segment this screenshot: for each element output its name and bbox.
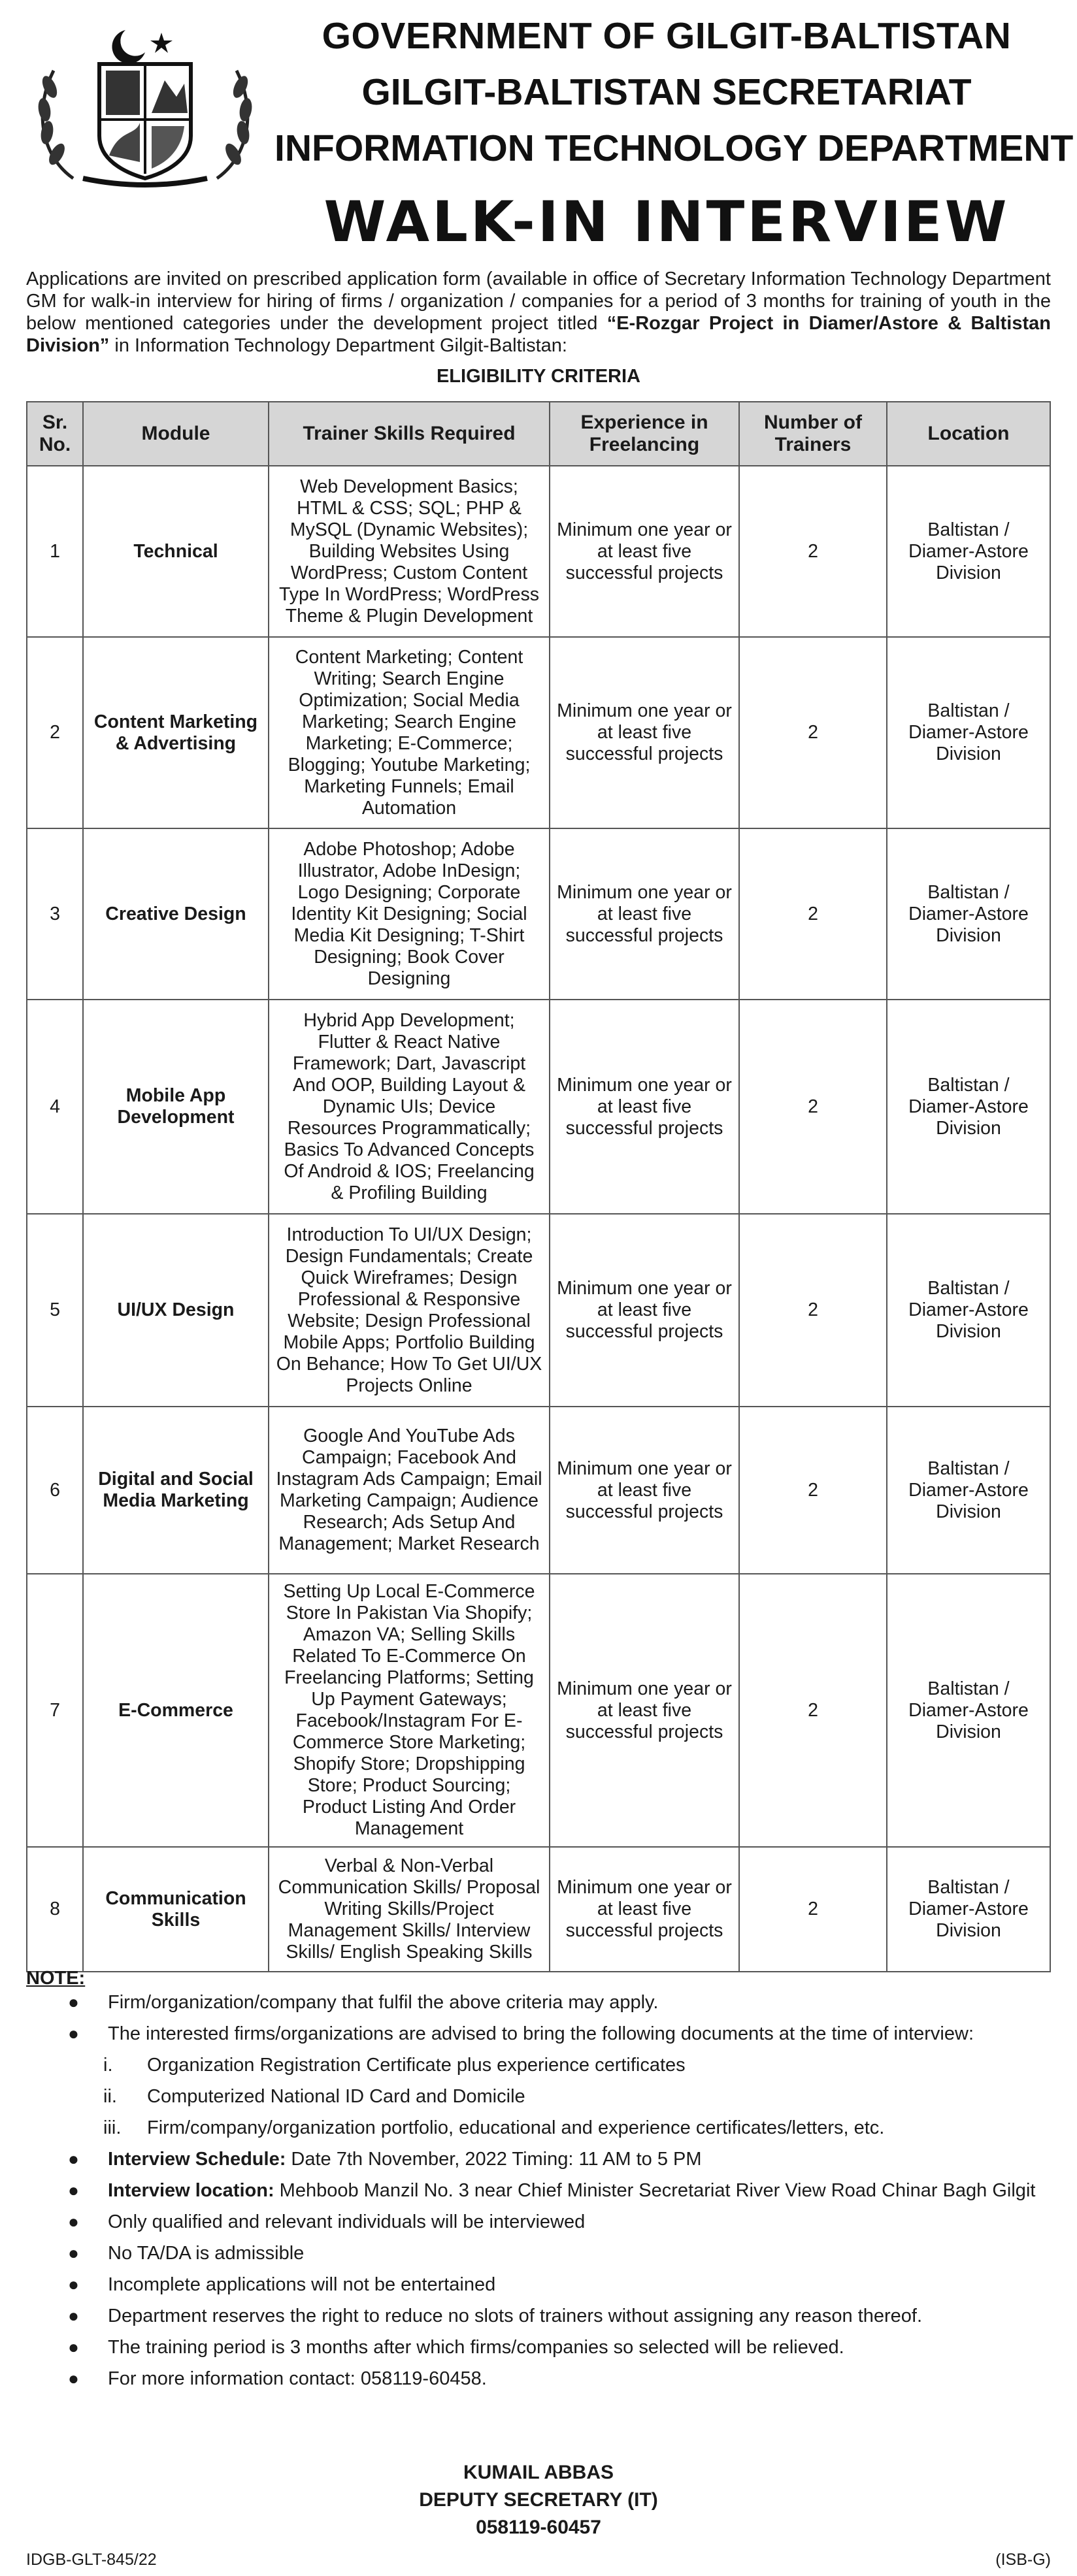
table-row (27, 1407, 1050, 1574)
skills-cell: Setting Up Local E-Commerce Store In Pakistan Via Shopify; Amazon VA; Selling Skills Related To E-Commerce On Freelancing Platforms; Setting Up Payment Gateways; Facebook/Instagram For E-Commerce Store Marketing; Shopify Store; Dropshipping Store; Product Sourcing; Product Listing And Order Management (269, 1574, 550, 1847)
bullet-icon: ● (68, 1992, 79, 2012)
trainers-cell: 2 (739, 1407, 887, 1574)
experience-cell: Minimum one year or at least five successful projects (550, 466, 739, 637)
sr-cell: 8 (27, 1847, 83, 1972)
sr-cell: 2 (27, 637, 83, 828)
government-emblem-icon (27, 25, 263, 188)
note-text: No TA/DA is admissible (108, 2243, 305, 2264)
column-header-sr: Sr. No. (27, 402, 83, 466)
list-item (26, 2336, 1051, 2358)
sr-cell: 7 (27, 1574, 83, 1847)
roman-numeral: i. (103, 2055, 113, 2076)
intro-paragraph (26, 268, 1051, 357)
roman-numeral: ii. (103, 2086, 117, 2107)
module-cell: Creative Design (83, 828, 269, 1000)
trainers-cell: 2 (739, 1214, 887, 1407)
skills-cell: Hybrid App Development; Flutter & React Native Framework; Dart, Javascript And OOP, Building Layout & Dynamic UIs; Device Resources Programmatically; Basics To Advanced Concepts Of Android & IOS; Freelancing & Profiling Building (269, 1000, 550, 1214)
ad-region-code: (ISB-G) (995, 2551, 1051, 2569)
document-list-item (26, 2117, 1051, 2139)
secretariat-heading: GILGIT-BALTISTAN SECRETARIAT (361, 71, 972, 113)
skills-cell: Google And YouTube Ads Campaign; Facebook And Instagram Ads Campaign; Email Marketing Campaign; Audience Research; Ads Setup And Management; Market Research (269, 1407, 550, 1574)
module-cell: Communication Skills (83, 1847, 269, 1972)
intro-text-start: Applications are invited on prescribed application form (available in office of Secretary Information Technology Department GM for walk-in interview for hiring of firms / organization / companies for a period of 3 months for training of youth in the below mentioned categories under the development project titled (26, 269, 1051, 334)
department-heading: INFORMATION TECHNOLOGY DEPARTMENT (274, 127, 1074, 169)
notes-list (26, 1991, 1051, 2399)
bullet-icon: ● (68, 2023, 79, 2044)
module-cell: Digital and Social Media Marketing (83, 1407, 269, 1574)
document-text: Firm/company/organization portfolio, educational and experience certificates/letters, etc. (147, 2117, 885, 2138)
signatory-name: KUMAIL ABBAS (463, 2462, 614, 2483)
experience-cell: Minimum one year or at least five successful projects (550, 1847, 739, 1972)
eligibility-criteria-heading: ELIGIBILITY CRITERIA (436, 366, 641, 387)
list-item (26, 2023, 1051, 2045)
location-cell: Baltistan / Diamer-Astore Division (887, 1000, 1050, 1214)
document-list-item (26, 2085, 1051, 2108)
trainers-cell: 2 (739, 1000, 887, 1214)
signatory-designation: DEPUTY SECRETARY (IT) (419, 2489, 658, 2511)
skills-cell: Web Development Basics; HTML & CSS; SQL; PHP & MySQL (Dynamic Websites); Building Websites Using WordPress; Custom Content Type In WordPress; WordPress Theme & Plugin Development (269, 466, 550, 637)
bullet-icon: ● (68, 2243, 79, 2263)
skills-cell: Adobe Photoshop; Adobe Illustrator, Adobe InDesign; Logo Designing; Corporate Identity Kit Designing; Social Media Kit Designing; T-Shirt Designing; Book Cover Designing (269, 828, 550, 1000)
sr-cell: 6 (27, 1407, 83, 1574)
location-cell: Baltistan / Diamer-Astore Division (887, 1574, 1050, 1847)
bullet-icon: ● (68, 2337, 79, 2357)
column-header-experience: Experience in Freelancing (550, 402, 739, 466)
table-row (27, 637, 1050, 828)
experience-cell: Minimum one year or at least five successful projects (550, 1574, 739, 1847)
note-heading: NOTE: (26, 1968, 86, 1989)
note-text: The interested firms/organizations are advised to bring the following documents at the time of interview: (108, 2023, 974, 2044)
list-item (26, 2179, 1051, 2202)
page-title: WALK-IN INTERVIEW (323, 189, 1010, 255)
trainers-cell: 2 (739, 1847, 887, 1972)
module-cell: Content Marketing & Advertising (83, 637, 269, 828)
location-cell: Baltistan / Diamer-Astore Division (887, 1847, 1050, 1972)
list-item (26, 2305, 1051, 2327)
bullet-icon: ● (68, 2211, 79, 2232)
column-header-trainers: Number of Trainers (739, 402, 887, 466)
location-cell: Baltistan / Diamer-Astore Division (887, 1214, 1050, 1407)
skills-cell: Verbal & Non-Verbal Communication Skills/ Proposal Writing Skills/Project Management Skills/ Interview Skills/ English Speaking Skills (269, 1847, 550, 1972)
experience-cell: Minimum one year or at least five successful projects (550, 1000, 739, 1214)
sr-cell: 1 (27, 466, 83, 637)
table-row (27, 466, 1050, 637)
experience-cell: Minimum one year or at least five successful projects (550, 828, 739, 1000)
government-heading: GOVERNMENT OF GILGIT-BALTISTAN (322, 15, 1012, 57)
skills-cell: Content Marketing; Content Writing; Search Engine Optimization; Social Media Marketing; Search Engine Marketing; E-Commerce; Blogging; Youtube Marketing; Marketing Funnels; Email Automation (269, 637, 550, 828)
trainers-cell: 2 (739, 637, 887, 828)
table-row (27, 828, 1050, 1000)
module-cell: UI/UX Design (83, 1214, 269, 1407)
table-row (27, 1214, 1050, 1407)
document-text: Computerized National ID Card and Domicile (147, 2086, 525, 2107)
list-item (26, 2211, 1051, 2233)
signatory-phone: 058119-60457 (476, 2517, 601, 2538)
location-cell: Baltistan / Diamer-Astore Division (887, 828, 1050, 1000)
intro-text-end: in Information Technology Department Gilgit-Baltistan: (109, 335, 567, 356)
skills-cell: Introduction To UI/UX Design; Design Fundamentals; Create Quick Wireframes; Design Professional & Responsive Website; Design Professional Mobile Apps; Portfolio Building On Behance; How To Get UI/UX Projects Online (269, 1214, 550, 1407)
list-item (26, 1991, 1051, 2014)
list-item (26, 2242, 1051, 2264)
module-cell: Mobile App Development (83, 1000, 269, 1214)
ad-reference-code: IDGB-GLT-845/22 (26, 2551, 157, 2569)
note-text: Only qualified and relevant individuals will be interviewed (108, 2211, 586, 2232)
table-row (27, 1847, 1050, 1972)
eligibility-table (26, 401, 1051, 1972)
bullet-icon: ● (68, 2149, 79, 2169)
location-label: Interview location: (108, 2180, 274, 2201)
trainers-cell: 2 (739, 828, 887, 1000)
project-title: “E-Rozgar Project in Diamer/Astore & Baltistan Division” (26, 313, 1051, 356)
experience-cell: Minimum one year or at least five successful projects (550, 637, 739, 828)
schedule-label: Interview Schedule: (108, 2149, 286, 2170)
experience-cell: Minimum one year or at least five successful projects (550, 1214, 739, 1407)
column-header-skills: Trainer Skills Required (269, 402, 550, 466)
experience-cell: Minimum one year or at least five successful projects (550, 1407, 739, 1574)
sr-cell: 4 (27, 1000, 83, 1214)
trainers-cell: 2 (739, 466, 887, 637)
bullet-icon: ● (68, 2306, 79, 2326)
module-cell: Technical (83, 466, 269, 637)
sr-cell: 3 (27, 828, 83, 1000)
trainers-cell: 2 (739, 1574, 887, 1847)
list-item (26, 2368, 1051, 2390)
note-text: For more information contact: 058119-60458. (108, 2368, 487, 2389)
schedule-text: Date 7th November, 2022 Timing: 11 AM to 5 PM (286, 2149, 702, 2170)
location-text: Mehboob Manzil No. 3 near Chief Minister Secretariat River View Road Chinar Bagh Gilgit (274, 2180, 1036, 2201)
list-item (26, 2148, 1051, 2170)
note-text: Incomplete applications will not be entertained (108, 2274, 496, 2295)
column-header-module: Module (83, 402, 269, 466)
bullet-icon: ● (68, 2274, 79, 2294)
note-text: Department reserves the right to reduce no slots of trainers without assigning any reason thereof. (108, 2306, 923, 2326)
table-row (27, 1000, 1050, 1214)
roman-numeral: iii. (103, 2117, 122, 2138)
document-text: Organization Registration Certificate plus experience certificates (147, 2055, 686, 2076)
column-header-location: Location (887, 402, 1050, 466)
bullet-icon: ● (68, 2180, 79, 2200)
location-cell: Baltistan / Diamer-Astore Division (887, 1407, 1050, 1574)
list-item (26, 2274, 1051, 2296)
sr-cell: 5 (27, 1214, 83, 1407)
document-list-item (26, 2054, 1051, 2076)
note-text: The training period is 3 months after which firms/companies so selected will be relieved. (108, 2337, 844, 2358)
table-row (27, 1574, 1050, 1847)
table-header-row (27, 402, 1050, 466)
location-cell: Baltistan / Diamer-Astore Division (887, 637, 1050, 828)
bullet-icon: ● (68, 2368, 79, 2389)
note-text: Firm/organization/company that fulfil the above criteria may apply. (108, 1992, 659, 2013)
module-cell: E-Commerce (83, 1574, 269, 1847)
location-cell: Baltistan / Diamer-Astore Division (887, 466, 1050, 637)
